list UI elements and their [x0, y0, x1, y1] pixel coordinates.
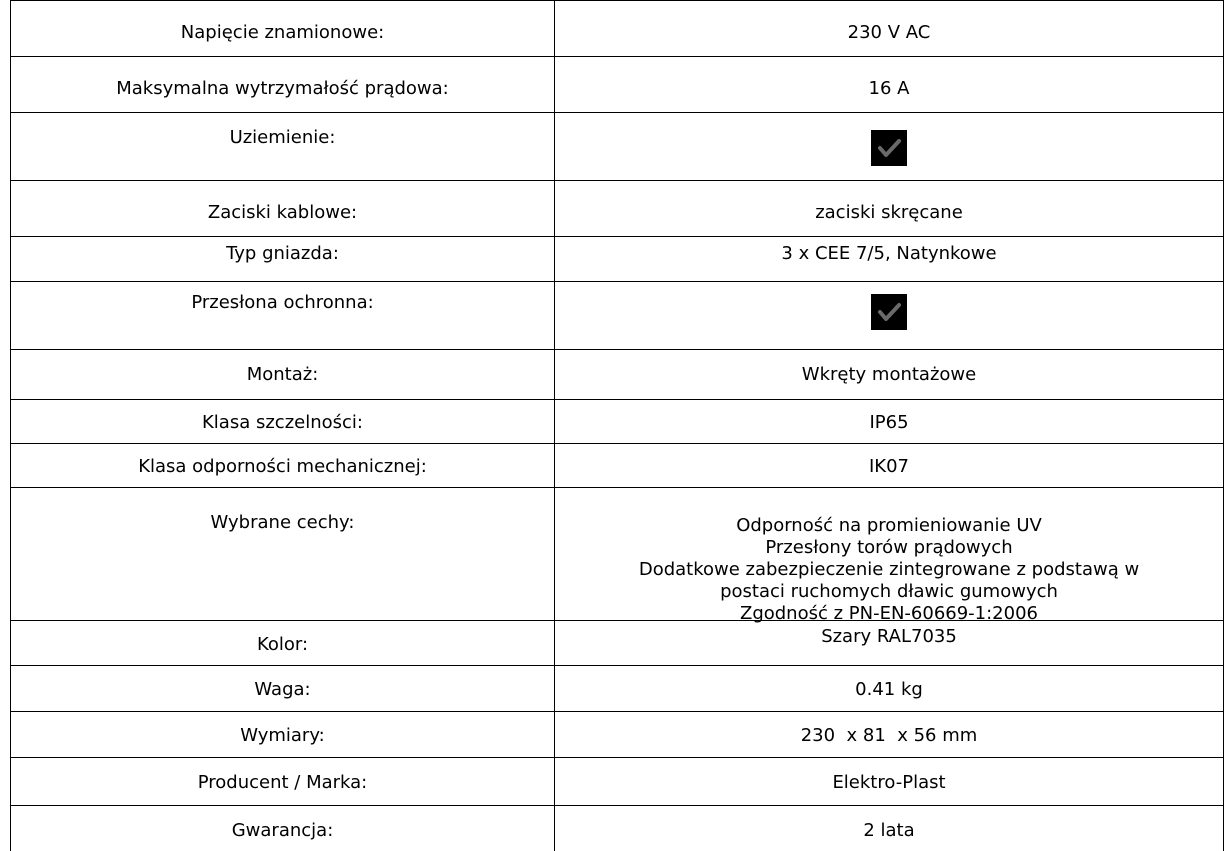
row-label [11, 282, 555, 349]
check-icon [871, 294, 907, 330]
feature-item: Dodatkowe zabezpieczenie zintegrowane z podstawą w [638, 559, 1140, 580]
row-label [11, 113, 555, 180]
label-text: Maksymalna wytrzymałość prądowa: [116, 78, 449, 99]
row-label [11, 400, 555, 443]
spec-row-gwarancja [10, 805, 1224, 851]
feature-item: Odporność na promieniowanie UV [736, 515, 1042, 536]
row-label [11, 666, 555, 711]
spec-row-uziemienie [10, 112, 1224, 180]
row-label [11, 806, 555, 851]
value-text: 3 x CEE 7/5, Natynkowe [781, 243, 997, 264]
label-text: Typ gniazda: [226, 243, 339, 264]
row-value [555, 1, 1223, 56]
row-value [555, 444, 1223, 487]
row-label [11, 621, 555, 665]
features-list [555, 515, 1223, 625]
value-text: IK07 [868, 456, 910, 477]
value-text: 230 V AC [847, 22, 931, 43]
row-label [11, 237, 555, 281]
spec-row-waga [10, 665, 1224, 711]
spec-row-wytrzymalosc [10, 56, 1224, 112]
row-label [11, 181, 555, 236]
label-text: Montaż: [246, 364, 319, 385]
row-label [11, 758, 555, 805]
spec-row-montaz [10, 349, 1224, 399]
check-icon [871, 130, 907, 166]
row-value [555, 400, 1223, 443]
row-value [555, 350, 1223, 399]
label-text: Klasa odporności mechanicznej: [138, 456, 427, 477]
spec-row-napiecie [10, 0, 1224, 56]
row-value [555, 488, 1223, 624]
feature-item: Zgodność z PN-EN-60669-1:2006 [739, 603, 1038, 624]
feature-item: postaci ruchomych dławic gumowych [720, 581, 1058, 602]
spec-row-typ-gniazda [10, 236, 1224, 281]
value-text: Wkręty montażowe [801, 364, 977, 385]
row-label [11, 1, 555, 56]
label-text: Gwarancja: [231, 820, 334, 841]
spec-table [10, 0, 1224, 851]
spec-row-odpornosc [10, 443, 1224, 487]
label-text: Wymiary: [240, 725, 325, 746]
label-text: Napięcie znamionowe: [180, 22, 385, 43]
label-text: Waga: [254, 679, 311, 700]
label-text: Producent / Marka: [197, 772, 368, 793]
value-text: Elektro-Plast [832, 772, 946, 793]
row-value [555, 113, 1223, 180]
row-value [555, 57, 1223, 112]
value-text: Szary RAL7035 [821, 626, 957, 647]
row-value [555, 666, 1223, 711]
spec-row-cechy [10, 487, 1224, 624]
feature-item: Przesłony torów prądowych [765, 537, 1013, 558]
spec-row-szczelnosc [10, 399, 1224, 443]
value-text: 0.41 kg [855, 679, 923, 700]
label-text: Przesłona ochronna: [191, 292, 374, 313]
spec-row-zaciski [10, 180, 1224, 236]
row-label [11, 712, 555, 757]
row-value [555, 806, 1223, 851]
label-text: Zaciski kablowe: [207, 202, 358, 223]
label-text: Uziemienie: [229, 127, 336, 148]
row-value [555, 237, 1223, 281]
row-value [555, 621, 1223, 665]
row-label [11, 350, 555, 399]
value-text: 16 A [868, 78, 910, 99]
value-text: zaciski skręcane [815, 202, 963, 223]
label-text: Kolor: [256, 634, 309, 655]
spec-row-wymiary [10, 711, 1224, 757]
row-value [555, 282, 1223, 349]
row-label [11, 444, 555, 487]
row-label [11, 488, 555, 620]
label-text: Wybrane cechy: [210, 512, 355, 533]
spec-row-przeslona [10, 281, 1224, 349]
value-text: 230 x 81 x 56 mm [800, 725, 978, 746]
label-text: Klasa szczelności: [202, 412, 363, 433]
row-value [555, 758, 1223, 805]
row-value [555, 712, 1223, 757]
row-label [11, 57, 555, 112]
spec-row-kolor [10, 620, 1224, 665]
spec-row-producent [10, 757, 1224, 805]
value-text: IP65 [869, 412, 909, 433]
value-text: 2 lata [863, 820, 915, 841]
row-value [555, 181, 1223, 236]
